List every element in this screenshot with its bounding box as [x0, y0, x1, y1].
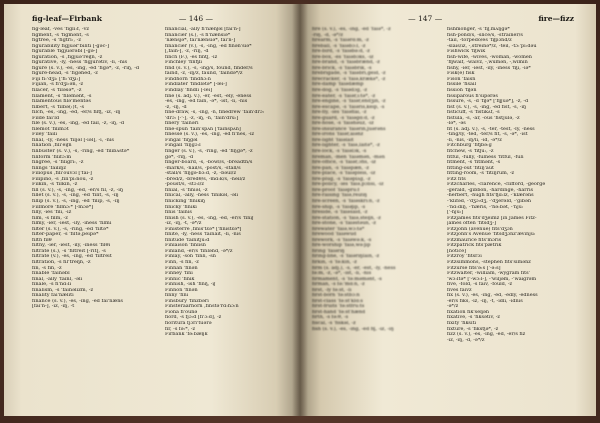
dictionary-entry: Filey 'faili: [32, 132, 58, 138]
dictionary-entry: fixation fik'seiʃən: [447, 309, 490, 315]
dictionary-entry: fire-bird, -s 'faiəbə:d, -z: [312, 49, 370, 55]
dictionary-entry: [fai'n-], -iz, -iŋ, -t: [32, 304, 75, 310]
dictionary-entry: filamentous filə'mentəs: [32, 99, 91, 105]
dictionary-entry: fire-irons 'faiər,aiənz: [312, 132, 364, 138]
dictionary-entry: Fiona fi'ounə: [165, 309, 198, 315]
dictionary-entry: filiform 'filifɔ:m: [32, 154, 72, 160]
dictionary-entry: fire-station, -s 'faiə,steiʃn, -z: [312, 215, 381, 221]
dictionary-entry: -'klifəd, -'dʒɔ:dʒ, -'dʒerəld, -'gibən: [447, 198, 531, 204]
dictionary-entry: fission 'fiʃən: [447, 88, 477, 94]
dictionary-entry: -riŋ, -d, -ə*/z: [312, 32, 343, 38]
dictionary-entry: figment, -s 'figmənt, -s: [32, 32, 89, 38]
dictionary-entry: first-born 'fə:stbɔ:n: [312, 293, 360, 299]
dictionary-entry: Fitz fits: [447, 176, 466, 182]
dictionary-entry: fire-pan, -s 'faiəpæn, -z: [312, 165, 369, 171]
dictionary-entry: Fitzjohn (avenue) fits'dʒɔn: [447, 226, 513, 232]
dictionary-entry: Finsteraarhorn ,finstə'rɑ:hɔ:n: [165, 304, 239, 310]
dictionary-entry: fə:m, -z, -ə*, -ist, -li, -nis: [312, 271, 372, 277]
dictionary-entry: first-hand 'fə:st'hænd: [312, 309, 366, 315]
dictionary-entry: firing 'faiəriŋ: [312, 248, 345, 254]
dictionary-entry: filter-paper, -s 'filtə,peipə*: [32, 232, 99, 238]
dictionary-entry: first-class 'fə:st'klɑ:s: [312, 298, 363, 304]
dictionary-entry: finish (s. v.), -es, -ing, -ed, -er/s 'finiʃ: [165, 215, 254, 221]
dictionary-entry: -ting/ly, -ted, -ter/s fit, -s, -ə*, -ist: [447, 132, 528, 138]
dictionary-entry: fire-lighter, -s 'faiə,laitə*, -z: [312, 143, 380, 149]
open-dictionary: [4, 4, 596, 416]
dictionary-entry: fire-worship 'faiə,wə:ʃip: [312, 243, 371, 249]
dictionary-entry: Fitzjohn's Avenue 'fitsdʒɔnz'ævinju:: [447, 232, 536, 238]
dictionary-entry: fire-dog, -s 'faiədɔg, -z: [312, 88, 368, 94]
dictionary-entry: Fitzsimmons, -stephen fits'simənz: [447, 259, 531, 265]
dictionary-entry: fire-hose, -s 'faiəhəuz, -iz: [312, 121, 374, 127]
right-header-word: fire—fizz: [538, 14, 574, 23]
dictionary-entry: firkin, -s 'fə:kin, -z: [312, 259, 357, 265]
dictionary-entry: -li, -nis, -iŋ/li, -id, -ə*/z: [447, 137, 502, 143]
dictionary-entry: Finnan 'finən: [165, 265, 198, 271]
dictionary-entry: fitchew, -s 'fitʃu:, -z: [447, 149, 494, 155]
dictionary-entry: filch, -es, -ing, -ed, -er/s filtʃ, -iz, -iŋ: [32, 110, 121, 116]
dictionary-entry: finance (s. v.), -es, -ing, -ed fai'næns: [32, 298, 123, 304]
dictionary-entry: fire-brick, -s 'faiəbrik, -s: [312, 65, 372, 71]
dictionary-entry: firm (s. adj.), -s, -er, -est, -ly, -ness: [312, 265, 396, 271]
dictionary-entry: Finnon 'finən: [165, 287, 198, 293]
dictionary-entry: figuration, -s ,figjuə'reiʃn, -z: [32, 54, 103, 60]
dictionary-entry: fire-light 'faiəlait: [312, 137, 354, 143]
dictionary-entry: fire-escape, -s 'faiəris,keip, -s: [312, 104, 385, 110]
dictionary-entry: Finney 'fini: [165, 271, 193, 277]
right-page-number: — 147 —: [408, 14, 443, 23]
dictionary-entry: five, -fold, -s faiv, -fould, -z: [447, 282, 513, 288]
dictionary-entry: Fitzmaurice fits'mɔris: [447, 237, 502, 243]
dictionary-entry: filtration, -s fil'treiʃn, -z: [32, 259, 91, 265]
dictionary-entry: fine-spun 'fain'spʌn ['fainspʌn]: [165, 126, 241, 132]
dictionary-entry: Fitzurse fits'ə:s ['-ə:s]: [447, 265, 501, 271]
dictionary-entry: finger-board, -s, -bowl/s, -breadth/s: [165, 160, 253, 166]
dictionary-entry: fisticuff, -s 'fistikʌf, -s: [447, 110, 500, 116]
dictionary-entry: fill (s. v.), -s, -ing, -ed, -er/s fil, -z, -iŋ: [32, 187, 124, 193]
dictionary-entry: fish-wife, -wives, -woman, -women: [447, 54, 532, 60]
dictionary-entry: Finsbury 'finzbəri: [165, 298, 209, 304]
dictionary-entry: Findlay 'findli [-lei]: [165, 88, 213, 94]
dictionary-entry: fitful, -fully, -fulness 'fitful, -fuli: [447, 154, 524, 160]
dictionary-entry: finable 'fainəbl: [32, 271, 70, 277]
dictionary-entry: fitting-out 'fitiŋ'aut: [447, 165, 494, 171]
dictionary-entry: filth filθ: [32, 237, 52, 243]
dictionary-entry: -slais/iz, -,streinə*/z, -teil, -tɔ:'pi:dəu: [447, 43, 537, 49]
dictionary-entry: fire-office, -s 'faiər,ɔfis, -iz: [312, 160, 376, 166]
dictionary-entry: Filde fai'ld: [32, 115, 60, 121]
left-page-number: — 146 —: [178, 14, 213, 23]
dictionary-entry: Finlaison 'finlisn: [165, 243, 206, 249]
dictionary-entry: -tail, -torpedo/es 'fiʃpɔnd/z: [447, 38, 512, 44]
dictionary-entry: -herbert, -hugh fits'tʃɑ:lz, -'klærəns: [447, 193, 534, 199]
dictionary-entry: fire-brand, -s 'faiəbrænd, -z: [312, 60, 380, 66]
dictionary-entry: filbert, -s 'filbə(:)t, -s: [32, 104, 85, 110]
dictionary-entry: finality fai'næliti: [32, 293, 74, 299]
dictionary-entry: first-fruits 'fə:stfru:ts: [312, 304, 365, 310]
dictionary-entry: fireball, -s 'faiəbɔ:l, -z: [312, 43, 366, 49]
dictionary-entry: -bred/z, -bredθ/s, -mɑ:k/s, -neil/z: [165, 176, 246, 182]
dictionary-entry: Fillmore 'filmɔ:* [-mɔə*]: [32, 204, 94, 210]
dictionary-entry: fixture, -s 'fikstʃə*, -z: [447, 326, 499, 332]
left-page-columns: [32, 27, 290, 338]
dictionary-entry: fire-stone, -s 'faiəstəun, -z: [312, 221, 376, 227]
dictionary-entry: fiscal, -s 'fiskəl, -z: [312, 320, 356, 326]
dictionary-entry: 'drɔ: [-'-], -z, -iŋ, -n, 'fain'dru:]: [165, 115, 239, 121]
dictionary-entry: fire-guard, -s 'faiəgɑ:d, -z: [312, 115, 375, 121]
dictionary-entry: fire-eater, -s 'faiər,i:tə*, -z: [312, 93, 376, 99]
dictionary-entry: firth, -s fə:θ, -s: [312, 315, 349, 321]
dictionary-entry: fish (s. v.), -es, -ing, -ed fiʃ, -iz, -iŋ: [312, 326, 394, 332]
dictionary-entry: fillet (s. v.), -s, -ing, -ed 'filit, -s, -iŋ: [32, 193, 119, 199]
dictionary-entry: figtree, -s 'figtri:, -z: [32, 38, 81, 44]
dictionary-entry: Fijian, -s fi'dʒi:ən, -z: [32, 82, 84, 88]
dictionary-entry: fioritura fjɔri'tuərə: [165, 320, 212, 326]
dictionary-entry: Fison 'faisn: [447, 76, 476, 82]
dictionary-entry: fire-lock, -s 'faiəlɔk, -s: [312, 149, 367, 155]
dictionary-entry: fine-draw, -s, -ing, -n, finedrew 'fain'drɔ:: [165, 110, 265, 116]
dictionary-entry: Filkin, -s 'filkin, -z: [32, 182, 78, 188]
dictionary-entry: ['-hju:]: [447, 210, 464, 216]
dictionary-entry: firewater 'faiə,wɔ:tə*: [312, 226, 365, 232]
dictionary-entry: fives faivz: [447, 287, 472, 293]
dictionary-entry: fire-place, -s 'faiəpleis, -iz: [312, 171, 376, 177]
dictionary-entry: Filiopus ,fili'ouvɔl ['fai-]: [32, 171, 92, 177]
dictionary-entry: Fingall 'fiŋgɔ:l: [165, 143, 201, 149]
dictionary-entry: -lə*, -əs: [447, 121, 466, 127]
dictionary-entry: filly, -ies 'fili, -iz: [32, 210, 72, 216]
dictionary-entry: -mark/s, -nail/s, -post/s, -stall/s: [165, 165, 241, 171]
dictionary-entry: fire (s. v.), -es, -ing, -ed 'faiə*, -z: [312, 27, 391, 32]
dictionary-entry: 'fiʃwaif, -waivz, -,wumən, -,wimin: [447, 60, 528, 66]
dictionary-entry: faind, -z, -iŋ/z, faund, 'faində*/z: [165, 71, 243, 77]
dictionary-entry: [notice]: [447, 248, 467, 254]
dictionary-entry: -'hɑ:diŋ, -'hæris, -'hə:bət, -'hju:: [447, 204, 524, 210]
dictionary-entry: -iz, -iŋ, -t, -ə*/z: [165, 221, 202, 227]
dictionary-entry: fire-policy, -ies 'faiə,pɔlisi, -iz: [312, 182, 384, 188]
dictionary-entry: filmy, -ier, -iest, -ily, -iness 'filmi: [32, 221, 112, 227]
dictionary-entry: finale, -s fi'nɑ:li: [32, 282, 72, 288]
dictionary-entry: finite, -ly, -ness 'fainait, -li, -nis: [165, 232, 241, 238]
dictionary-entry: filemot 'filimɔt: [32, 126, 69, 132]
dictionary-entry: fizz (s. v.), -es, -ing, -ed, -er/s fiz: [447, 332, 526, 338]
dictionary-entry: Filipino, -s ,fili'pi:nou, -z: [32, 176, 94, 182]
dictionary-entry: figurative, -ly, -ness 'figjurətiv, -li, -nis: [32, 60, 128, 66]
left-page: [4, 4, 300, 416]
dictionary-entry: filiation ,fili'eiʃn: [32, 143, 72, 149]
dictionary-entry: fire-ship, -s 'faiəʃip, -s: [312, 204, 366, 210]
dictionary-entry: gə*, -riŋ, -d: [165, 154, 194, 160]
dictionary-entry: final, -ally 'fainl, -əli: [32, 276, 83, 282]
dictionary-entry: fire-proof 'faiəpru:f: [312, 187, 360, 193]
left-column-2: [165, 27, 290, 338]
dictionary-entry: -gerald, -gibbon, -hardinge, -harris: [447, 187, 534, 193]
dictionary-entry: fish-pond/s, -slice/s, -strainer/s: [447, 32, 523, 38]
dictionary-entry: filament, -s 'filəmənt, -s: [32, 93, 92, 99]
dictionary-entry: fire-screen, -s 'faiəskri:n, -z: [312, 198, 380, 204]
dictionary-entry: finny 'fini: [165, 293, 189, 299]
dictionary-entry: fixative, -s 'fiksətiv, -z: [447, 315, 500, 321]
left-column-1: [32, 27, 157, 338]
dictionary-entry: Finlay, -son 'finli, -sn: [165, 254, 216, 260]
dictionary-entry: finalism, -s 'fainəlizm, -z: [32, 287, 94, 293]
dictionary-entry: filibuster (s. v.), -s, -ring, -ed 'filibʌstə*: [32, 149, 130, 155]
dictionary-entry: finery 'fainəri: [165, 121, 199, 127]
dictionary-entry: Firbank 'fə:bæŋk: [165, 332, 208, 338]
dictionary-entry: fit (s. adj. v.), -s, -ter, -test, -ly, -ness: [447, 126, 535, 132]
dictionary-entry: -z, -iŋ, -d: [165, 104, 187, 110]
dictionary-entry: Finisterre ,finis'tɛə* ['finistɛə*]: [165, 226, 242, 232]
dictionary-entry: Fisk(e) fisk: [447, 71, 475, 77]
dictionary-entry: fitment, -s 'fitmənt, -s: [447, 160, 501, 166]
dictionary-entry: -poust/s, -stɔ:l/z: [165, 182, 204, 188]
dictionary-entry: Finn, -s fin, -z: [165, 259, 199, 265]
dictionary-entry: fire-damp 'faiədæmp: [312, 82, 364, 88]
right-page-columns: [312, 27, 574, 343]
dictionary-entry: finesse (s. v.), -es, -ing, -ed fi'nes, -iz: [165, 132, 255, 138]
dictionary-entry: fix (s. v.), -es, -ing, -ed, -edly, -edness: [447, 293, 538, 299]
right-column-2: [447, 27, 574, 343]
dictionary-entry: file (s. v.), -es, -ing, -ed fail, -z, -iŋ, -d: [32, 121, 125, 127]
dictionary-entry: fig-leaf, -ves 'figli:f, -vz: [32, 27, 90, 32]
dictionary-entry: firework, -s 'faiəwə:k, -s: [312, 237, 372, 243]
dictionary-entry: fishy, -ier, -iest, -ily, -iness 'fiʃi, -iə*: [447, 65, 531, 71]
dictionary-entry: -ə*/z: [447, 304, 459, 310]
dictionary-entry: find (s. v.), -s, -ing/s, found, finder/s: [165, 65, 253, 71]
dictionary-entry: financier (v.), -s, -ing, -ed finən'siə*: [165, 43, 252, 49]
dictionary-entry: fiord, -s fjɔ:d [fi'ɔ:d], -z: [165, 315, 222, 321]
dictionary-entry: finial, -s 'finiəl, -z: [165, 187, 208, 193]
dictionary-entry: first, -ly fə:st, -li: [312, 287, 352, 293]
dictionary-entry: Findlater 'findlətə* [-lei-]: [165, 82, 227, 88]
dictionary-entry: Fitchburg 'fitʃbə:g: [447, 143, 492, 149]
dictionary-entry: fillip (s. v.), -s, -ing, -ed 'filip, -s, -iŋ: [32, 198, 120, 204]
dictionary-entry: filacer, -s 'filəsə*, -z: [32, 88, 82, 94]
dictionary-entry: film, -s film, -z: [32, 215, 68, 221]
left-header-word: fig-leaf—Firbank: [32, 14, 102, 23]
dictionary-entry: fine (s. adj. v.), -er, -est, -ely, -eness: [165, 93, 252, 99]
dictionary-entry: fir, -s fə:*, -z: [165, 326, 196, 332]
right-page: [300, 4, 596, 416]
dictionary-entry: fire-engine, -s 'faiər,endʒin, -z: [312, 99, 386, 105]
dictionary-entry: Finnic 'finik: [165, 276, 195, 282]
dictionary-entry: firman, -s fə:'mɑ:n, -z: [312, 282, 365, 288]
dictionary-entry: -stall/s 'fiŋgə-bɔ:d, -z, -bəul/z: [165, 171, 237, 177]
dictionary-entry: james often 'fitsdʒ-]: [447, 221, 496, 227]
dictionary-entry: filings 'failiŋz: [32, 165, 66, 171]
dictionary-entry: fistula, -s, -ar, -ous 'fistjulə, -z: [447, 115, 520, 121]
dictionary-entry: figurability figjuər'biliti [-gəc-]: [32, 43, 110, 49]
dictionary-entry: fire-box, -es 'faiəbɔks, -iz: [312, 54, 374, 60]
dictionary-entry: finical, -ally, -ness 'finikəl, -əli: [165, 193, 239, 199]
dictionary-entry: firebrigade, -s 'faiəbri,geid, -z: [312, 71, 386, 77]
dictionary-entry: finitude 'fainitju:d: [165, 237, 210, 243]
dictionary-entry: fissure, -s, -d 'fiʃə* ['fiʃjuə*], -z, -d: [447, 99, 529, 105]
dictionary-entry: Fitzwalter, -william, -wygram fits': [447, 271, 530, 277]
dictionary-entry: finch (F.), -es fintʃ, -iz: [165, 54, 218, 60]
dictionary-entry: fin, -s fin, -z: [32, 265, 62, 271]
dictionary-entry: fissiparous fi'sipərəs: [447, 93, 498, 99]
dictionary-entry: 'nænsjə*, fai'nænsiə*, fai'n-]: [165, 38, 236, 44]
dictionary-entry: filial, -ly, -ness 'filjəl [-iəl], -i, -nis: [32, 137, 114, 143]
dictionary-entry: Fitzroy 'fitsrɔi: [447, 254, 482, 260]
dictionary-entry: Finnish, -ish 'finiʃ, -iʃ: [165, 282, 216, 288]
right-column-1: [312, 27, 439, 343]
dictionary-entry: finicky 'finiki: [165, 204, 197, 210]
dictionary-entry: Findhorn 'findhɔ:n: [165, 76, 211, 82]
dictionary-entry: -iz, -iŋ, -d, -ə*/z: [447, 337, 485, 343]
dictionary-entry: finger (s. v.), -s, -ring, -ed 'fiŋgə*, -z: [165, 149, 253, 155]
dictionary-entry: firmament, -s 'fə:məmənt, -s: [312, 276, 382, 282]
dictionary-entry: Fitzcharles, -clarence, -clifford, -george: [447, 182, 546, 188]
right-page-header: [312, 14, 574, 24]
dictionary-entry: firing-line, -s 'faiəriŋlain, -z: [312, 254, 380, 260]
dictionary-entry: Finchley 'fintʃli: [165, 60, 202, 66]
dictionary-entry: fire-insurance 'faiərin,ʃuərəns: [312, 126, 386, 132]
dictionary-entry: -es, -ing, -ed fain, -ə*, -ist, -li, -nis: [165, 99, 248, 105]
dictionary-entry: firearm, -s 'faiərɑ:m, -z: [312, 38, 369, 44]
dictionary-entry: fireman, -men 'faiəmən, -mən: [312, 154, 385, 160]
dictionary-entry: figure-head, -s 'figəhed, -z: [32, 71, 98, 77]
dictionary-entry: Fingal 'fiŋgəl: [165, 137, 198, 143]
dictionary-entry: firewood 'faiəwud: [312, 232, 357, 238]
dictionary-entry: fitting-room, -s 'fitiŋrum, -z: [447, 171, 515, 177]
dictionary-entry: filter (s. v.), -s, -ring, -ed 'filtə*: [32, 226, 109, 232]
dictionary-entry: Fishwick 'fiʃwik: [447, 49, 486, 55]
dictionary-entry: Fiji fi:'dʒi: ['fi:'dʒi:]: [32, 76, 81, 82]
dictionary-entry: [,fain-], -z, -riŋ, -d: [165, 49, 209, 55]
dictionary-entry: -er/s fiks, -iz, -iŋ, -t, -idli, -idnis: [447, 298, 523, 304]
dictionary-entry: filtrate (s.), -s 'filtreit [-rit], -s: [32, 248, 106, 254]
dictionary-entry: fist (s. v.), -s, -ing, -ed fist, -s, -iŋ: [447, 104, 527, 110]
dictionary-entry: figurable 'figjuərəbl [-gə-]: [32, 49, 98, 55]
dictionary-entry: fire-plug, -s 'faiəplʌg, -z: [312, 176, 371, 182]
dictionary-entry: 'wɔ:ltə* ['-wɔ:l-], -'wiljəm, -'waigrəm: [447, 276, 537, 282]
dictionary-entry: filthy, -ier, -iest, -ily, -iness 'filθi: [32, 243, 111, 249]
dictionary-entry: fissile 'fisail: [447, 82, 477, 88]
dictionary-entry: Fitzpatrick fits'pætrik: [447, 243, 502, 249]
dictionary-entry: finicking 'finikiŋ: [165, 198, 206, 204]
dictionary-entry: financier (s.), -s fi'nænsiə*: [165, 32, 231, 38]
dictionary-entry: fixity 'fiksiti: [447, 320, 477, 326]
dictionary-entry: fishmonger, -s 'fiʃ,mʌŋgə*: [447, 27, 510, 32]
dictionary-entry: filtrate (v.), -es, -ing, -ed 'filtreit: [32, 254, 112, 260]
dictionary-entry: Finland, -er/s 'finlənd, -ə*/z: [165, 248, 233, 254]
dictionary-entry: financial, -ally fi'nænʃəl [fai'n-]: [165, 27, 241, 32]
dictionary-entry: figure (s. v.), -es, -ing, -ed 'figə*, -z, -riŋ, -d: [32, 65, 140, 71]
dictionary-entry: firecracker, -s 'faiə,krækə*, -z: [312, 76, 386, 82]
dictionary-entry: finis 'fainis: [165, 210, 192, 216]
left-page-header: [32, 14, 290, 24]
dictionary-entry: Fitzjames fits'dʒeimz [in James Fitz-: [447, 215, 537, 221]
dictionary-entry: fire-raising 'faiə,reiziŋ: [312, 193, 368, 199]
dictionary-entry: fire-fly, -ies 'faiəflai, -z: [312, 110, 367, 116]
dictionary-entry: fireside, -s 'faiəsaid, -z: [312, 210, 368, 216]
dictionary-entry: filigree, -s 'filigri:, -z: [32, 160, 84, 166]
